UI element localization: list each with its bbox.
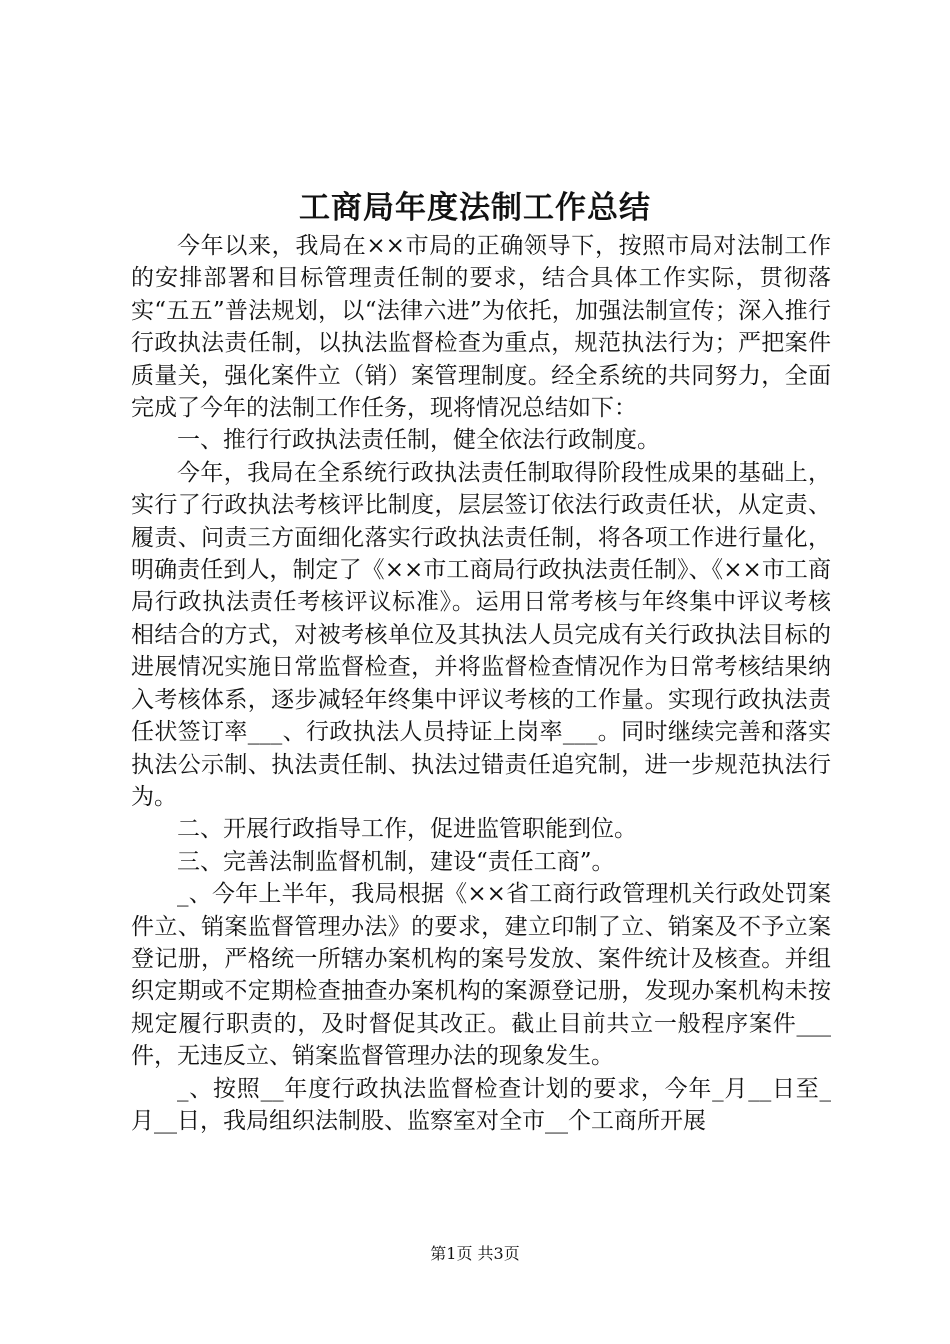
paragraph-item-1: _、今年上半年，我局根据《××省工商行政管理机关行政处罚案件立、销案监督管理办法》的要求，建立印制了立、销案及不予立案登记册，严格统一所辖办案机构的案号发放、案件统计及核查。并组织定期或不定期检查抽查办案机构的案源登记册，发现办案机构未按规定履行职责的，及时督促其改正。截止目前共立一般程序案件___件，无违反立、销案监督管理办法的现象发生。 [131, 881, 831, 1070]
section-heading-2: 二、开展行政指导工作，促进监管职能到位。 [177, 816, 637, 843]
document-body [131, 230, 831, 1137]
page-footer: 第1页 共3页 [430, 1244, 520, 1263]
section-heading-1: 一、推行行政执法责任制，健全依法行政制度。 [177, 427, 660, 454]
section-heading-3: 三、完善法制监督机制，建设“责任工商”。 [177, 848, 615, 875]
paragraph-section-1: 今年，我局在全系统行政执法责任制取得阶段性成果的基础上，实行了行政执法考核评比制度，层层签订依法行政责任状，从定责、履责、问责三方面细化落实行政执法责任制，将各项工作进行量化，明确责任到人，制定了《××市工商局行政执法责任制》、《××市工商局行政执法责任考核评议标准》。运用日常考核与年终集中评议考核相结合的方式，对被考核单位及其执法人员完成有关行政执法目标的进展情况实施日常监督检查，并将监督检查情况作为日常考核结果纳入考核体系，逐步减轻年终集中评议考核的工作量。实现行政执法责任状签订率___、行政执法人员持证上岗率___。同时继续完善和落实执法公示制、执法责任制、执法过错责任追究制，进一步规范执法行为。 [131, 459, 831, 810]
paragraph-item-2: _、按照__年度行政执法监督检查计划的要求，今年_月__日至_月__日，我局组织法制股、监察室对全市__个工商所开展 [131, 1075, 831, 1134]
paragraph-intro: 今年以来，我局在××市局的正确领导下，按照市局对法制工作的安排部署和目标管理责任制的要求，结合具体工作实际，贯彻落实“五五”普法规划，以“法律六进”为依托，加强法制宣传；深入推行行政执法责任制，以执法监督检查为重点，规范执法行为；严把案件质量关，强化案件立（销）案管理制度。经全系统的共同努力，全面完成了今年的法制工作任务，现将情况总结如下： [131, 233, 831, 422]
page-title: 工商局年度法制工作总结 [299, 190, 651, 226]
